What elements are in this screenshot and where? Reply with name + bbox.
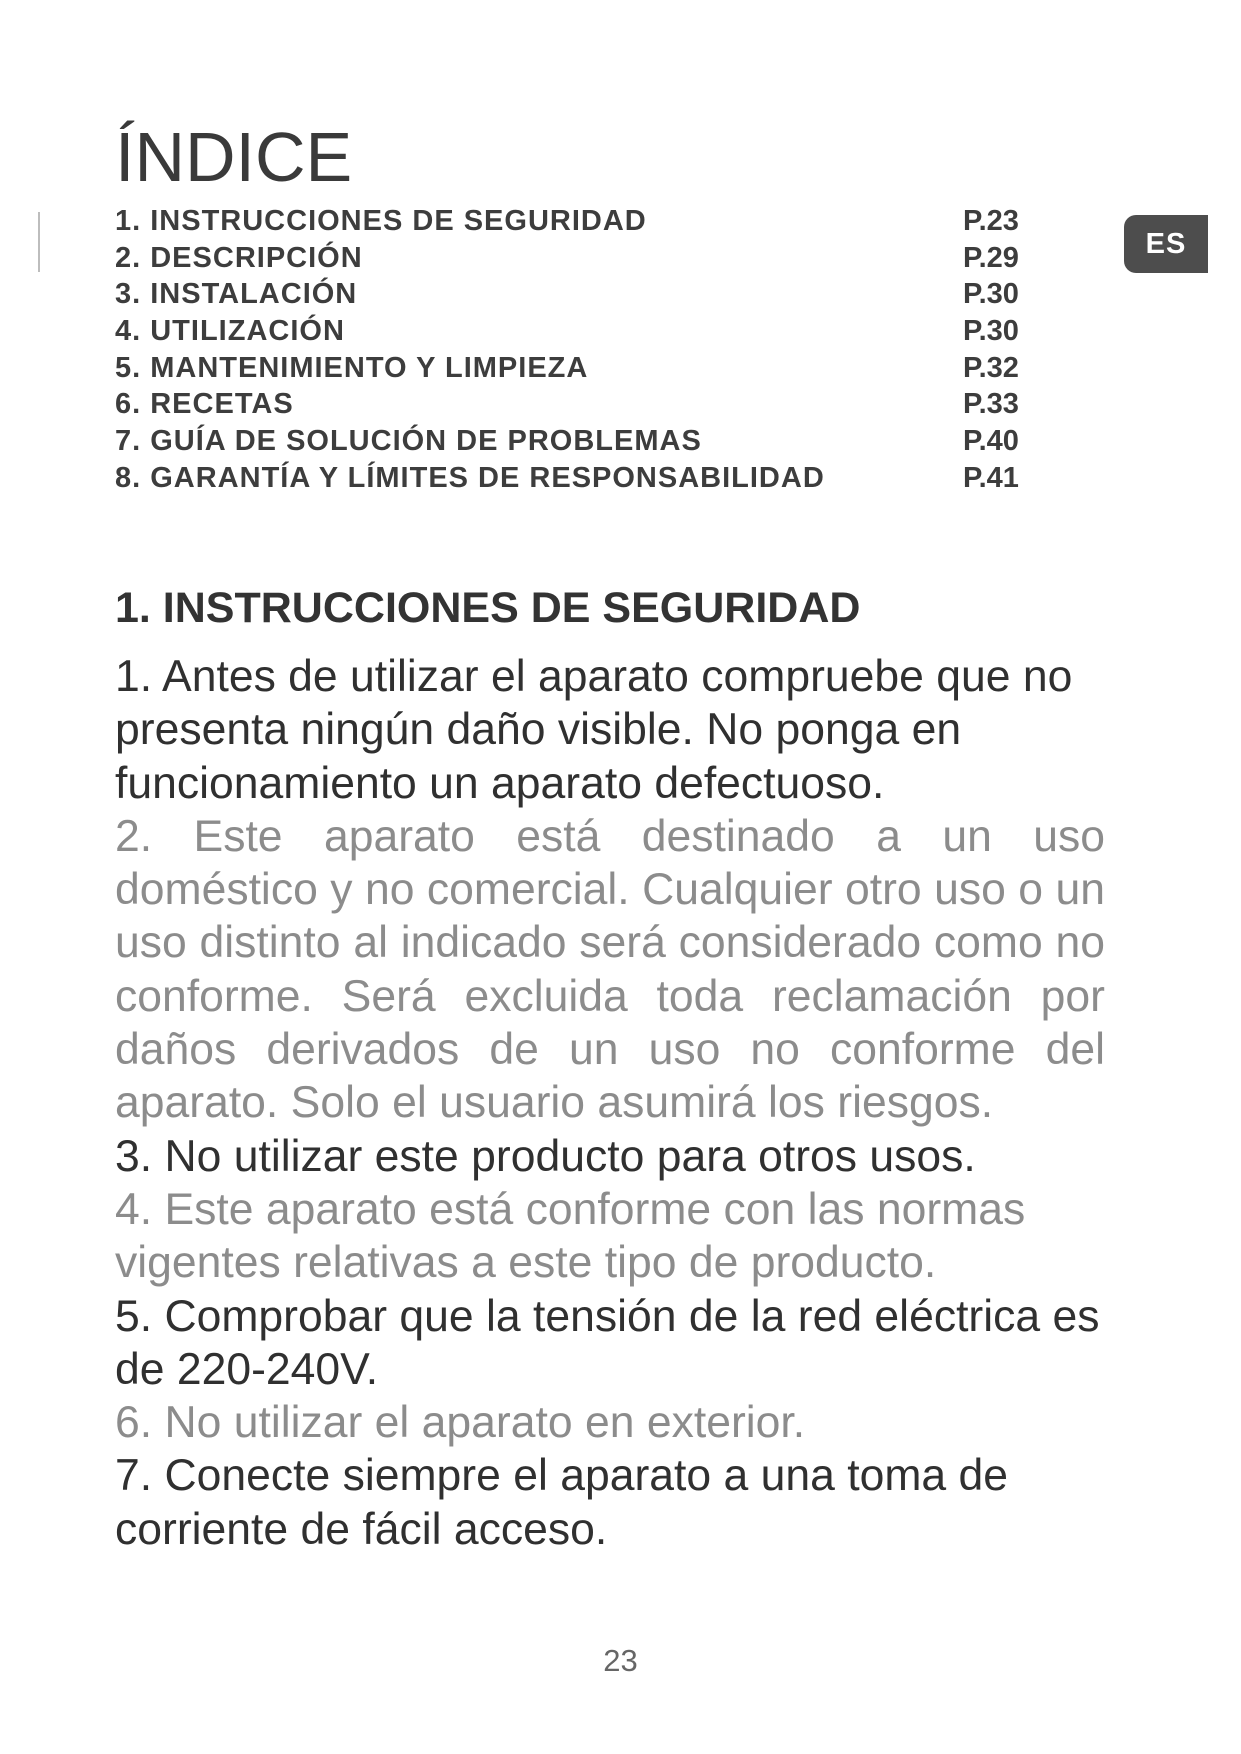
toc-entry-label: 4. UTILIZACIÓN [115,315,345,348]
toc-entry-page: P.40 [963,425,1019,458]
toc-entry [115,240,1025,277]
safety-item: 6. No utilizar el aparato en exterior. [115,1398,806,1448]
safety-item: 3. No utilizar este producto para otros usos. [115,1131,976,1181]
toc-entry-page: P.23 [963,205,1019,237]
toc-entry [115,460,1025,497]
page-number: 23 [603,1643,638,1678]
safety-item: 1. Antes de utilizar el aparato compruebe que no presenta ningún daño visible. No ponga en funcionamiento un aparato defectuoso. [115,652,1073,808]
toc-entry-label: 8. GARANTÍA Y LÍMITES DE RESPONSABILIDAD [115,461,825,494]
toc-entry-label: 3. INSTALACIÓN [115,278,358,311]
toc-entry-page: P.30 [963,315,1019,348]
toc-title: ÍNDICE [115,118,353,196]
toc-entry-label: 7. GUÍA DE SOLUCIÓN DE PROBLEMAS [115,425,702,458]
safety-item: 2. Este aparato está destinado a un uso doméstico y no comercial. Cualquier otro uso o un uso distinto al indicado será considerado como no conforme. Será excluida toda reclamación por daños derivados de un uso no conforme del aparato. Solo el usuario asumirá los riesgos. [115,811,1105,1128]
toc-entry-page: P.30 [963,278,1019,311]
safety-item: 4. Este aparato está conforme con las normas vigentes relativas a este tipo de producto. [115,1184,1026,1288]
toc-entry [115,203,1025,240]
toc-entry-label: 6. RECETAS [115,388,294,421]
toc-entry-page: P.33 [963,388,1019,421]
toc-entry [115,386,1025,423]
toc-entry-page: P.29 [963,241,1019,274]
toc-entry-page: P.32 [963,351,1019,384]
toc-entry-label: 1. INSTRUCCIONES DE SEGURIDAD [115,205,647,237]
toc-entry-label: 5. MANTENIMIENTO Y LIMPIEZA [115,351,589,384]
language-tab: ES [1124,215,1208,273]
safety-item: 7. Conecte siempre el aparato a una toma de corriente de fácil acceso. [115,1451,1009,1554]
safety-item: 5. Comprobar que la tensión de la red eléctrica es de 220-240V. [115,1291,1100,1394]
toc-entry [115,350,1025,387]
toc-entry-label: 2. DESCRIPCIÓN [115,241,363,274]
toc-entry [115,276,1025,313]
margin-rule [38,212,40,272]
section-heading: 1. INSTRUCCIONES DE SEGURIDAD [115,584,861,632]
safety-instructions [115,650,1105,1556]
toc-entry-page: P.41 [963,461,1019,494]
toc-entry [115,313,1025,350]
table-of-contents [115,203,1025,497]
toc-entry [115,423,1025,460]
